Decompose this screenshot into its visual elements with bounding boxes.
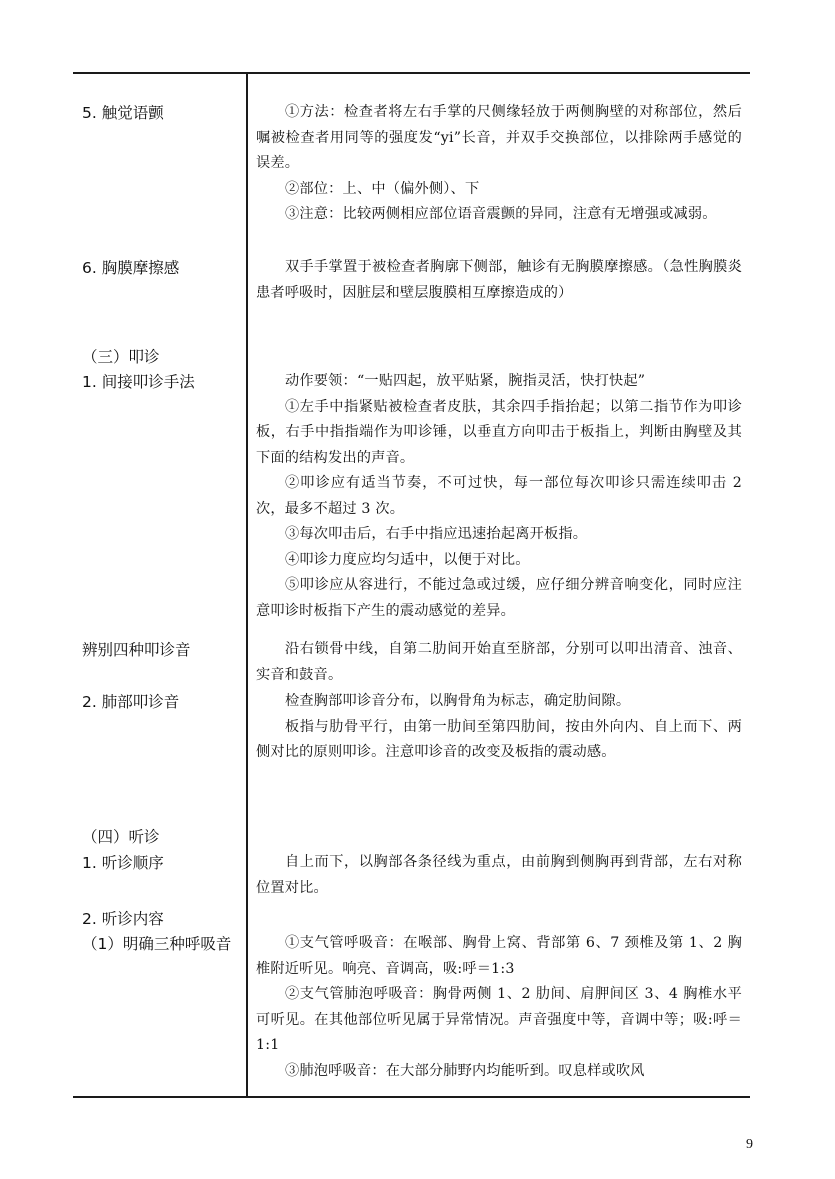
heading-auscultation-content: 2. 听诊内容: [82, 910, 164, 928]
lung-percussion-p1: 检查胸部叩诊音分布，以胸骨角为标志，确定肋间隙。: [285, 693, 631, 709]
indirect-percussion-text: [256, 369, 742, 624]
heading-pleural-friction: 6. 胸膜摩擦感: [82, 259, 180, 277]
fremitus-notes: ③注意：比较两侧相应部位语音震颤的异同，注意有无增强或减弱。: [285, 206, 717, 222]
percussion-step-4: ④叩诊力度应均匀适中，以便于对比。: [285, 551, 530, 568]
page-number: 9: [746, 1137, 753, 1152]
heading-lung-percussion: 2. 肺部叩诊音: [82, 693, 180, 711]
table-top-rule: [73, 72, 750, 74]
pleural-friction-text: [256, 255, 742, 306]
percussion-step-3: ③每次叩击后，右手中指应迅速抬起离开板指。: [285, 526, 588, 542]
bronchial-breath-sound: ①支气管呼吸音：在喉部、胸骨上窝、背部第 6、7 颈椎及第 1、2 胸椎附近听见。响亮、音调高，吸:呼＝1:3: [256, 935, 742, 977]
heading-auscultation-order: 1. 听诊顺序: [82, 854, 164, 872]
bronchovesicular-breath-sound: ②支气管肺泡呼吸音：胸骨两侧 1、2 肋间、肩胛间区 3、4 胸椎水平可听见。在其他部位听见属于异常情况。声音强度中等，音调中等；吸:呼＝1:1: [256, 986, 742, 1053]
pleural-friction-paragraph: 双手手掌置于被检查者胸廓下侧部，触诊有无胸膜摩擦感。（急性胸膜炎患者呼吸时，因脏层和壁层腹膜相互摩擦造成的）: [256, 259, 742, 301]
fremitus-location: ②部位：上、中（偏外侧）、下: [285, 180, 480, 197]
percussion-step-5: ⑤叩诊应从容进行，不能过急或过缓，应仔细分辨音响变化，同时应注意叩诊时板指下产生的震动感觉的差异。: [256, 577, 742, 619]
auscultation-order-text: [256, 850, 742, 901]
lung-percussion-text: [256, 689, 742, 766]
fremitus-text: [256, 100, 742, 228]
table-bottom-rule: [73, 1096, 750, 1098]
heading-tactile-fremitus: 5. 触觉语颤: [82, 104, 164, 122]
percussion-step-2: ②叩诊应有适当节奏，不可过快，每一部位每次叩诊只需连续叩击 2 次，最多不超过 3 次。: [256, 475, 742, 517]
lung-percussion-p2: 板指与肋骨平行，由第一肋间至第四肋间，按由外向内、自上而下、两侧对比的原则叩诊。注意叩诊音的改变及板指的震动感。: [256, 718, 742, 760]
four-sounds-text: [256, 637, 742, 688]
auscultation-order-paragraph: 自上而下，以胸部各条径线为重点，由前胸到侧胸再到背部，左右对称位置对比。: [256, 854, 742, 896]
heading-percussion: （三）叩诊: [82, 348, 160, 366]
heading-three-breath-sounds: （1）明确三种呼吸音: [82, 935, 232, 953]
column-divider: [246, 72, 248, 1098]
percussion-step-1: ①左手中指紧贴被检查者皮肤，其余四手指抬起；以第二指节作为叩诊板，右手中指指端作为叩诊锤，以垂直方向叩击于板指上，判断由胸壁及其下面的结构发出的声音。: [256, 398, 742, 466]
fremitus-method: ①方法：检查者将左右手掌的尺侧缘轻放于两侧胸壁的对称部位，然后嘱被检查者用同等的强度发“yi”长音，并双手交换部位，以排除两手感觉的误差。: [256, 104, 742, 171]
heading-four-percussion-sounds: 辨别四种叩诊音: [82, 641, 191, 659]
percussion-essentials: 动作要领：“一贴四起，放平贴紧，腕指灵活，快打快起”: [285, 373, 646, 389]
breath-sounds-text: [256, 931, 742, 1084]
four-sounds-paragraph: 沿右锁骨中线，自第二肋间开始直至脐部，分别可以叩出清音、浊音、实音和鼓音。: [256, 641, 742, 683]
heading-indirect-percussion: 1. 间接叩诊手法: [82, 373, 195, 391]
vesicular-breath-sound: ③肺泡呼吸音：在大部分肺野内均能听到。叹息样或吹风: [285, 1062, 645, 1079]
heading-auscultation: （四）听诊: [82, 828, 160, 846]
